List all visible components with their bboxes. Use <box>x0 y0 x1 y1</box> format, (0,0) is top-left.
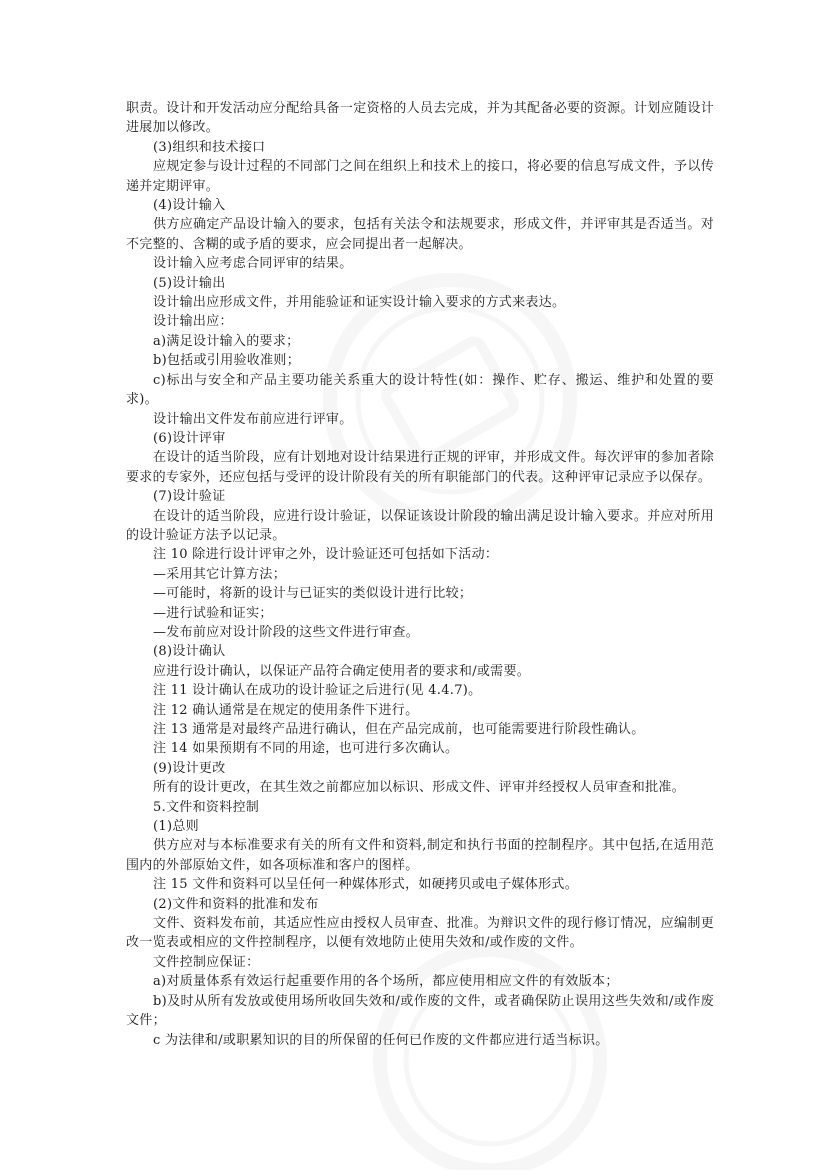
body-paragraph: —发布前应对设计阶段的这些文件进行审查。 <box>153 624 420 640</box>
body-paragraph: b)及时从所有发放或使用场所收回失效和/或作废的文件，或者确保防止误用这些失效和/或作废文件； <box>126 993 714 1029</box>
body-paragraph: c 为法律和/或职累知识的目的所保留的任何已作废的文件都应进行适当标识。 <box>153 1032 609 1048</box>
body-paragraph: 注 10 除进行设计评审之外，设计验证还可包括如下活动： <box>153 547 499 563</box>
body-paragraph: (5)设计输出 <box>153 275 226 291</box>
body-paragraph: (2)文件和资料的批准和发布 <box>153 896 319 912</box>
body-paragraph: (3)组织和技术接口 <box>153 139 266 155</box>
body-paragraph: 在设计的适当阶段，应进行设计验证，以保证该设计阶段的输出满足设计输入要求。并应对所用的设计验证方法予以记录。 <box>126 508 714 543</box>
body-paragraph: (8)设计确认 <box>153 644 226 660</box>
body-paragraph: 注 14 如果预期有不同的用途，也可进行多次确认。 <box>153 741 459 757</box>
body-paragraph: a)对质量体系有效运行起重要作用的各个场所，都应使用相应文件的有效版本； <box>153 974 619 990</box>
body-paragraph: a)满足设计输入的要求； <box>153 333 300 349</box>
body-paragraph: (7)设计验证 <box>153 489 226 505</box>
body-paragraph: 文件控制应保证： <box>153 954 260 970</box>
body-paragraph: (9)设计更改 <box>153 760 226 776</box>
body-paragraph: c)标出与安全和产品主要功能关系重大的设计特性(如：操作、贮存、搬运、维护和处置的要求)。 <box>126 372 714 408</box>
body-paragraph: 设计输出应： <box>153 314 233 330</box>
body-paragraph: 设计输出应形成文件，并用能验证和证实设计输入要求的方式来表达。 <box>153 295 566 311</box>
body-paragraph: —进行试验和证实； <box>153 605 273 621</box>
body-paragraph: b)包括或引用验收准则； <box>153 353 300 369</box>
body-paragraph: (1)总则 <box>153 819 199 835</box>
body-paragraph: 注 11 设计确认在成功的设计验证之后进行(见 4.4.7)。 <box>153 683 482 699</box>
body-paragraph: (6)设计评审 <box>153 430 226 446</box>
body-paragraph: 供方应对与本标准要求有关的所有文件和资料,制定和执行书面的控制程序。其中包括,在适用范围内的外部原始文件，如各项标准和客户的图样。 <box>126 838 714 873</box>
body-paragraph: 设计输入应考虑合同评审的结果。 <box>153 256 353 272</box>
body-paragraph: 应规定参与设计过程的不同部门之间在组织上和技术上的接口，将必要的信息写成文件，予以传递并定期评审。 <box>126 159 714 194</box>
body-paragraph: 供方应确定产品设计输入的要求，包括有关法令和法规要求，形成文件，并评审其是否适当。对不完整的、含糊的或予盾的要求，应会同提出者一起解决。 <box>126 217 714 252</box>
body-paragraph: 所有的设计更改，在其生效之前都应加以标识、形成文件、评审并经授权人员审查和批准。 <box>153 780 686 796</box>
body-paragraph: (4)设计输入 <box>153 198 226 214</box>
document-body <box>126 99 714 1050</box>
body-paragraph: —采用其它计算方法； <box>153 566 287 582</box>
body-paragraph: 在设计的适当阶段，应有计划地对设计结果进行正规的评审，并形成文件。每次评审的参加者除要求的专家外，还应包括与受评的设计阶段有关的所有职能部门的代表。这种评审记录应予以保存。 <box>126 450 714 485</box>
body-paragraph: 注 13 通常是对最终产品进行确认，但在产品完成前，也可能需要进行阶段性确认。 <box>153 722 645 737</box>
body-paragraph: —可能时，将新的设计与已证实的类似设计进行比较； <box>153 586 473 602</box>
body-paragraph: 5.文件和资料控制 <box>153 799 260 815</box>
body-paragraph: 文件、资料发布前，其适应性应由授权人员审查、批准。为辩识文件的现行修订情况，应编制更改一览表或相应的文件控制程序，以便有效地防止使用失效和/或作废的文件。 <box>126 916 714 951</box>
body-paragraph: 注 15 文件和资料可以呈任何一种媒体形式，如硬拷贝或电子媒体形式。 <box>153 877 579 893</box>
body-paragraph: 设计输出文件发布前应进行评审。 <box>153 411 353 427</box>
body-paragraph: 注 12 确认通常是在规定的使用条件下进行。 <box>153 702 419 718</box>
body-paragraph: 应进行设计确认，以保证产品符合确定使用者的要求和/或需要。 <box>153 663 531 679</box>
body-paragraph: 职责。设计和开发活动应分配给具备一定资格的人员去完成，并为其配备必要的资源。计划应随设计进展加以修改。 <box>126 101 714 136</box>
